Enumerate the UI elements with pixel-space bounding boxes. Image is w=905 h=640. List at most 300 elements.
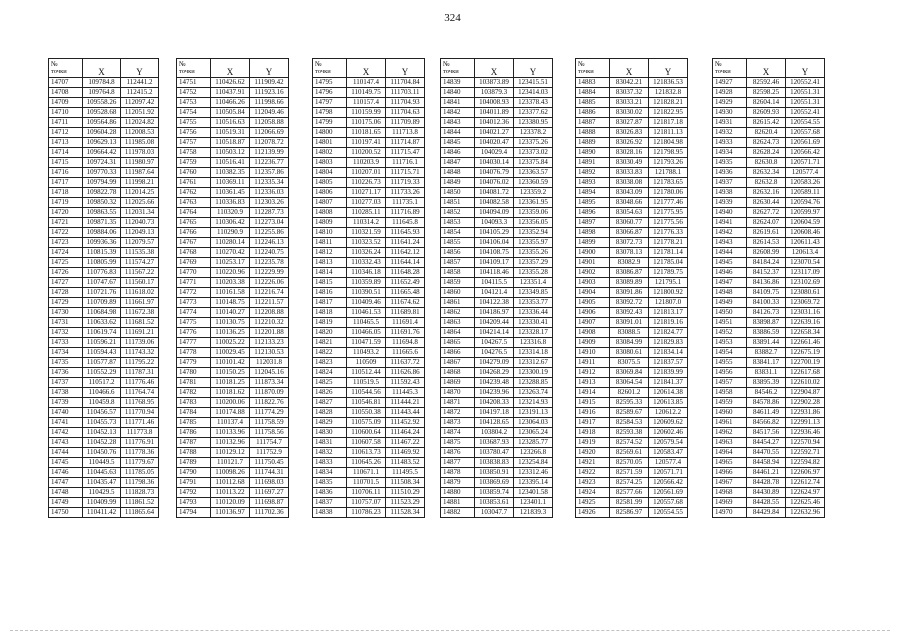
point-number-cell: 14743 <box>49 438 83 448</box>
table-row <box>441 418 553 428</box>
table-row <box>576 468 688 478</box>
point-number-cell: 14836 <box>313 488 347 498</box>
x-coordinate-cell: 110552.29 <box>83 368 121 378</box>
y-coordinate-cell: 112014.25 <box>121 188 159 198</box>
x-coordinate-cell: 110220.96 <box>211 268 250 278</box>
x-coordinate-cell: 110452.13 <box>83 428 121 438</box>
x-coordinate-cell: 110336.83 <box>211 198 250 208</box>
point-number-header <box>177 59 211 78</box>
point-number-cell: 14843 <box>441 118 475 128</box>
y-coordinate-cell: 122625.46 <box>786 498 825 508</box>
point-number-cell: 14875 <box>441 438 475 448</box>
point-number-header <box>713 59 747 78</box>
y-coordinate-cell: 120577.4 <box>649 458 688 468</box>
y-coordinate-cell: 111691.4 <box>386 318 425 328</box>
table-row <box>576 148 688 158</box>
x-coordinate-cell: 110517.2 <box>83 378 121 388</box>
x-coordinate-cell: 110382.35 <box>211 168 250 178</box>
point-number-cell: 14761 <box>177 178 211 188</box>
x-coordinate-cell: 82614.53 <box>747 238 786 248</box>
y-coordinate-cell: 122624.97 <box>786 488 825 498</box>
y-coordinate-cell: 111645.8 <box>386 218 425 228</box>
table-row <box>441 78 553 88</box>
point-number-cell: 14938 <box>713 188 747 198</box>
x-coordinate-cell: 104082.58 <box>475 198 514 208</box>
y-header: Y <box>121 59 159 78</box>
point-number-cell: 14900 <box>576 248 610 258</box>
point-number-cell: 14772 <box>177 288 211 298</box>
y-coordinate-cell: 120571.71 <box>786 158 825 168</box>
point-number-cell: 14723 <box>49 238 83 248</box>
point-number-cell: 14828 <box>313 408 347 418</box>
table-row <box>177 138 289 148</box>
point-number-cell: 14793 <box>177 498 211 508</box>
point-number-cell: 14934 <box>713 148 747 158</box>
point-number-cell: 14923 <box>576 478 610 488</box>
y-coordinate-cell: 122639.16 <box>786 318 825 328</box>
x-coordinate-cell: 104279.09 <box>475 358 514 368</box>
x-coordinate-cell: 110203.38 <box>211 278 250 288</box>
y-coordinate-cell: 111452.92 <box>386 418 425 428</box>
x-coordinate-cell: 83033.21 <box>610 98 649 108</box>
table-row <box>576 88 688 98</box>
table-row <box>313 98 425 108</box>
table-row <box>177 448 289 458</box>
y-coordinate-cell: 111861.52 <box>121 498 159 508</box>
table-row <box>49 308 159 318</box>
x-coordinate-cell: 103804.2 <box>475 428 514 438</box>
y-coordinate-cell: 120561.69 <box>649 488 688 498</box>
y-coordinate-cell: 111980.97 <box>121 158 159 168</box>
x-coordinate-cell: 84100.33 <box>747 298 786 308</box>
point-number-cell: 14792 <box>177 488 211 498</box>
y-coordinate-cell: 123361.95 <box>514 198 553 208</box>
x-coordinate-cell: 110518.87 <box>211 138 250 148</box>
point-number-cell: 14779 <box>177 358 211 368</box>
point-number-cell: 14956 <box>713 368 747 378</box>
y-coordinate-cell: 120589.11 <box>786 188 825 198</box>
y-coordinate-cell: 112201.88 <box>250 328 289 338</box>
x-coordinate-cell: 110112.68 <box>211 478 250 488</box>
table-row <box>313 418 425 428</box>
y-coordinate-cell: 121775.95 <box>649 208 688 218</box>
x-coordinate-cell: 104094.09 <box>475 208 514 218</box>
y-coordinate-cell: 111508.34 <box>386 478 425 488</box>
point-number-cell: 14918 <box>576 428 610 438</box>
point-number-cell: 14744 <box>49 448 83 458</box>
point-number-cell: 14816 <box>313 288 347 298</box>
y-coordinate-cell: 111770.94 <box>121 408 159 418</box>
point-number-cell: 14776 <box>177 328 211 338</box>
table-row <box>713 108 825 118</box>
point-number-cell: 14969 <box>713 498 747 508</box>
y-coordinate-cell: 123328.17 <box>514 328 553 338</box>
y-coordinate-cell: 121776.33 <box>649 228 688 238</box>
y-coordinate-cell: 123414.03 <box>514 88 553 98</box>
x-coordinate-cell: 103850.91 <box>475 468 514 478</box>
x-coordinate-cell: 110200.06 <box>211 398 250 408</box>
point-number-cell: 14925 <box>576 498 610 508</box>
table-row <box>313 128 425 138</box>
x-coordinate-cell: 82624.07 <box>747 218 786 228</box>
y-coordinate-cell: 120611.43 <box>786 238 825 248</box>
y-coordinate-cell: 123330.41 <box>514 318 553 328</box>
point-number-cell: 14862 <box>441 308 475 318</box>
x-coordinate-cell: 83026.92 <box>610 138 649 148</box>
point-number-cell: 14848 <box>441 168 475 178</box>
table-row <box>713 448 825 458</box>
x-coordinate-cell: 104021.27 <box>475 128 514 138</box>
y-coordinate-cell: 111754.7 <box>250 438 289 448</box>
y-coordinate-cell: 121819.16 <box>649 318 688 328</box>
x-coordinate-cell: 83898.87 <box>747 318 786 328</box>
table-row <box>576 218 688 228</box>
y-coordinate-cell: 123070.54 <box>786 258 825 268</box>
x-coordinate-cell: 82571.59 <box>610 468 649 478</box>
y-coordinate-cell: 112208.88 <box>250 308 289 318</box>
y-coordinate-cell: 120577.4 <box>786 168 825 178</box>
y-header: Y <box>786 59 825 78</box>
table-row <box>441 228 553 238</box>
table-row <box>177 508 289 518</box>
x-coordinate-cell: 104208.33 <box>475 398 514 408</box>
point-number-cell: 14871 <box>441 398 475 408</box>
point-number-header <box>441 59 475 78</box>
y-coordinate-cell: 111909.42 <box>250 78 289 88</box>
point-number-cell: 14928 <box>713 88 747 98</box>
y-coordinate-cell: 111714.87 <box>386 138 425 148</box>
x-coordinate-cell: 83043.09 <box>610 188 649 198</box>
x-coordinate-cell: 104239.96 <box>475 388 514 398</box>
table-row <box>576 108 688 118</box>
point-number-cell: 14929 <box>713 98 747 108</box>
y-coordinate-cell: 123064.03 <box>514 418 553 428</box>
table-row <box>441 378 553 388</box>
table-row <box>576 158 688 168</box>
table-row <box>313 448 425 458</box>
y-coordinate-cell: 111828.73 <box>121 488 159 498</box>
x-coordinate-cell: 110435.47 <box>83 478 121 488</box>
table-row <box>49 278 159 288</box>
y-coordinate-cell: 123065.24 <box>514 428 553 438</box>
table-row <box>177 198 289 208</box>
y-coordinate-cell: 123351.4 <box>514 278 553 288</box>
point-number-cell: 14903 <box>576 278 610 288</box>
table-header-row <box>313 59 425 78</box>
x-coordinate-cell: 84428.55 <box>747 498 786 508</box>
y-coordinate-cell: 111691.21 <box>121 328 159 338</box>
table-row <box>177 378 289 388</box>
x-coordinate-cell: 104276.5 <box>475 348 514 358</box>
x-coordinate-cell: 109604.28 <box>83 128 121 138</box>
y-coordinate-cell: 121775.56 <box>649 218 688 228</box>
point-number-cell: 14732 <box>49 328 83 338</box>
table-row <box>576 428 688 438</box>
header-no-sub-label: точки <box>715 68 731 75</box>
point-number-cell: 14891 <box>576 158 610 168</box>
table-row <box>713 428 825 438</box>
point-number-cell: 14931 <box>713 118 747 128</box>
y-coordinate-cell: 123254.84 <box>514 458 553 468</box>
x-coordinate-cell: 104030.14 <box>475 158 514 168</box>
y-coordinate-cell: 111978.03 <box>121 148 159 158</box>
y-coordinate-cell: 121800.92 <box>649 288 688 298</box>
point-number-cell: 14861 <box>441 298 475 308</box>
y-coordinate-cell: 111560.17 <box>121 278 159 288</box>
x-coordinate-cell: 110509 <box>347 358 386 368</box>
y-coordinate-cell: 112229.99 <box>250 268 289 278</box>
y-coordinate-cell: 123378.2 <box>514 128 553 138</box>
x-header: X <box>747 59 786 78</box>
table-row <box>576 338 688 348</box>
table-row <box>49 348 159 358</box>
x-coordinate-cell: 110455.73 <box>83 418 121 428</box>
table-row <box>177 468 289 478</box>
x-coordinate-cell: 82632.34 <box>747 168 786 178</box>
table-row <box>576 168 688 178</box>
x-coordinate-cell: 83891.44 <box>747 338 786 348</box>
table-row <box>313 138 425 148</box>
x-coordinate-cell: 110270.42 <box>211 248 250 258</box>
table-row <box>713 308 825 318</box>
table-row <box>441 148 553 158</box>
point-number-cell: 14737 <box>49 378 83 388</box>
point-number-cell: 14789 <box>177 458 211 468</box>
point-number-cell: 14863 <box>441 318 475 328</box>
y-coordinate-cell: 111773.8 <box>121 428 159 438</box>
x-coordinate-cell: 110326.24 <box>347 248 386 258</box>
point-number-cell: 14926 <box>576 508 610 518</box>
table-row <box>49 488 159 498</box>
point-number-cell: 14778 <box>177 348 211 358</box>
x-coordinate-cell: 83030.49 <box>610 158 649 168</box>
point-number-cell: 14807 <box>313 198 347 208</box>
x-coordinate-cell: 110466.26 <box>211 98 250 108</box>
y-coordinate-cell: 121793.26 <box>649 158 688 168</box>
y-header: Y <box>386 59 425 78</box>
x-coordinate-cell: 83069.84 <box>610 368 649 378</box>
y-coordinate-cell: 111626.86 <box>386 368 425 378</box>
table-row <box>177 348 289 358</box>
point-number-cell: 14784 <box>177 408 211 418</box>
point-number-cell: 14897 <box>576 218 610 228</box>
point-number-cell: 14870 <box>441 388 475 398</box>
point-number-cell: 14763 <box>177 198 211 208</box>
table-row <box>576 308 688 318</box>
table-row <box>441 478 553 488</box>
table-row <box>49 368 159 378</box>
table-row <box>49 78 159 88</box>
y-coordinate-cell: 123102.69 <box>786 278 825 288</box>
y-coordinate-cell: 123031.16 <box>786 308 825 318</box>
x-coordinate-cell: 110129.12 <box>211 448 250 458</box>
table-row <box>713 248 825 258</box>
point-number-cell: 14845 <box>441 138 475 148</box>
point-number-cell: 14780 <box>177 368 211 378</box>
table-row <box>441 458 553 468</box>
table-row <box>313 308 425 318</box>
x-coordinate-cell: 109558.26 <box>83 98 121 108</box>
y-coordinate-cell: 123378.43 <box>514 98 553 108</box>
y-coordinate-cell: 123288.85 <box>514 378 553 388</box>
x-coordinate-cell: 110776.83 <box>83 268 121 278</box>
x-coordinate-cell: 110516.41 <box>211 158 250 168</box>
y-coordinate-cell: 120551.31 <box>786 98 825 108</box>
point-number-cell: 14805 <box>313 178 347 188</box>
x-coordinate-cell: 103879.3 <box>475 88 514 98</box>
point-number-cell: 14905 <box>576 298 610 308</box>
point-number-cell: 14751 <box>177 78 211 88</box>
point-number-cell: 14959 <box>713 398 747 408</box>
x-coordinate-cell: 110207.01 <box>347 168 386 178</box>
y-coordinate-cell: 111464.24 <box>386 428 425 438</box>
x-coordinate-cell: 104239.48 <box>475 378 514 388</box>
table-row <box>49 218 159 228</box>
table-row <box>313 238 425 248</box>
x-coordinate-cell: 83037.32 <box>610 88 649 98</box>
point-number-cell: 14854 <box>441 228 475 238</box>
point-number-cell: 14753 <box>177 98 211 108</box>
y-coordinate-cell: 121785.04 <box>649 258 688 268</box>
y-coordinate-cell: 123312.67 <box>514 358 553 368</box>
y-coordinate-cell: 111709.89 <box>386 118 425 128</box>
point-number-cell: 14965 <box>713 458 747 468</box>
x-coordinate-cell: 110607.58 <box>347 438 386 448</box>
table-row <box>713 278 825 288</box>
x-coordinate-cell: 110323.52 <box>347 238 386 248</box>
point-number-cell: 14791 <box>177 478 211 488</box>
x-coordinate-cell: 84126.73 <box>747 308 786 318</box>
y-coordinate-cell: 111510.29 <box>386 488 425 498</box>
point-number-cell: 14953 <box>713 338 747 348</box>
point-number-cell: 14853 <box>441 218 475 228</box>
x-coordinate-cell: 110361.45 <box>211 188 250 198</box>
x-coordinate-cell: 110149.75 <box>347 88 386 98</box>
x-coordinate-cell: 110671.1 <box>347 468 386 478</box>
y-coordinate-cell: 111445.3 <box>386 388 425 398</box>
x-coordinate-cell: 110157.4 <box>347 98 386 108</box>
table-row <box>441 388 553 398</box>
point-number-cell: 14755 <box>177 118 211 128</box>
point-number-cell: 14883 <box>576 78 610 88</box>
point-number-cell: 14846 <box>441 148 475 158</box>
table-row <box>441 358 553 368</box>
y-coordinate-cell: 120551.31 <box>786 88 825 98</box>
y-coordinate-cell: 120609.62 <box>649 418 688 428</box>
table-row <box>313 198 425 208</box>
table-row <box>49 448 159 458</box>
x-coordinate-cell: 82615.42 <box>747 118 786 128</box>
x-coordinate-cell: 82632.8 <box>747 178 786 188</box>
x-coordinate-cell: 103780.47 <box>475 448 514 458</box>
x-coordinate-cell: 110459.8 <box>83 398 121 408</box>
x-coordinate-cell: 110577.87 <box>83 358 121 368</box>
table-row <box>177 158 289 168</box>
table-row <box>313 498 425 508</box>
point-number-cell: 14767 <box>177 238 211 248</box>
table-row <box>441 368 553 378</box>
point-number-cell: 14831 <box>313 438 347 448</box>
x-coordinate-cell: 82570.05 <box>610 458 649 468</box>
y-coordinate-cell: 111483.52 <box>386 458 425 468</box>
x-coordinate-cell: 110550.38 <box>347 408 386 418</box>
point-number-cell: 14829 <box>313 418 347 428</box>
y-coordinate-cell: 121778.21 <box>649 238 688 248</box>
x-coordinate-cell: 110633.62 <box>83 318 121 328</box>
y-coordinate-cell: 111698.87 <box>250 498 289 508</box>
x-coordinate-cell: 82577.66 <box>610 488 649 498</box>
x-coordinate-cell: 83895.39 <box>747 378 786 388</box>
table-row <box>713 368 825 378</box>
table-row <box>49 478 159 488</box>
x-coordinate-cell: 110600.64 <box>347 428 386 438</box>
point-number-cell: 14949 <box>713 298 747 308</box>
x-header: X <box>211 59 250 78</box>
coordinates-table <box>712 58 825 518</box>
x-header: X <box>83 59 121 78</box>
x-coordinate-cell: 110346.18 <box>347 268 386 278</box>
point-number-cell: 14867 <box>441 358 475 368</box>
table-row <box>576 458 688 468</box>
y-coordinate-cell: 112051.92 <box>121 108 159 118</box>
table-row <box>49 398 159 408</box>
y-coordinate-cell: 123415.51 <box>514 78 553 88</box>
y-coordinate-cell: 112058.88 <box>250 118 289 128</box>
y-coordinate-cell: 112415.2 <box>121 88 159 98</box>
table-row <box>177 488 289 498</box>
y-coordinate-cell: 112235.78 <box>250 258 289 268</box>
table-row <box>177 238 289 248</box>
y-coordinate-cell: 111567.22 <box>121 268 159 278</box>
y-coordinate-cell: 111681.52 <box>121 318 159 328</box>
y-coordinate-cell: 111523.29 <box>386 498 425 508</box>
table-row <box>49 338 159 348</box>
y-coordinate-cell: 111744.31 <box>250 468 289 478</box>
x-coordinate-cell: 104108.75 <box>475 248 514 258</box>
table-row <box>441 208 553 218</box>
table-row <box>313 218 425 228</box>
point-number-cell: 14859 <box>441 278 475 288</box>
table-row <box>177 108 289 118</box>
table-row <box>177 478 289 488</box>
y-coordinate-cell: 111443.44 <box>386 408 425 418</box>
point-number-cell: 14964 <box>713 448 747 458</box>
x-coordinate-cell: 110505.84 <box>211 108 250 118</box>
point-number-cell: 14951 <box>713 318 747 328</box>
y-coordinate-cell: 122606.97 <box>786 468 825 478</box>
table-row <box>713 378 825 388</box>
coordinates-table <box>48 58 159 518</box>
table-row <box>177 338 289 348</box>
x-coordinate-cell: 109629.13 <box>83 138 121 148</box>
table-row <box>313 298 425 308</box>
table-row <box>313 158 425 168</box>
point-number-cell: 14844 <box>441 128 475 138</box>
point-number-cell: 14966 <box>713 468 747 478</box>
table-row <box>313 398 425 408</box>
y-coordinate-cell: 120583.26 <box>786 178 825 188</box>
x-coordinate-cell: 110253.17 <box>211 258 250 268</box>
y-coordinate-cell: 123359.2 <box>514 188 553 198</box>
x-coordinate-cell: 110786.23 <box>347 508 386 518</box>
x-coordinate-cell: 110226.73 <box>347 178 386 188</box>
point-number-cell: 14851 <box>441 198 475 208</box>
x-coordinate-cell: 83092.43 <box>610 308 649 318</box>
point-number-cell: 14834 <box>313 468 347 478</box>
x-coordinate-cell: 110815.39 <box>83 248 121 258</box>
y-coordinate-cell: 111923.16 <box>250 88 289 98</box>
table-row <box>313 438 425 448</box>
